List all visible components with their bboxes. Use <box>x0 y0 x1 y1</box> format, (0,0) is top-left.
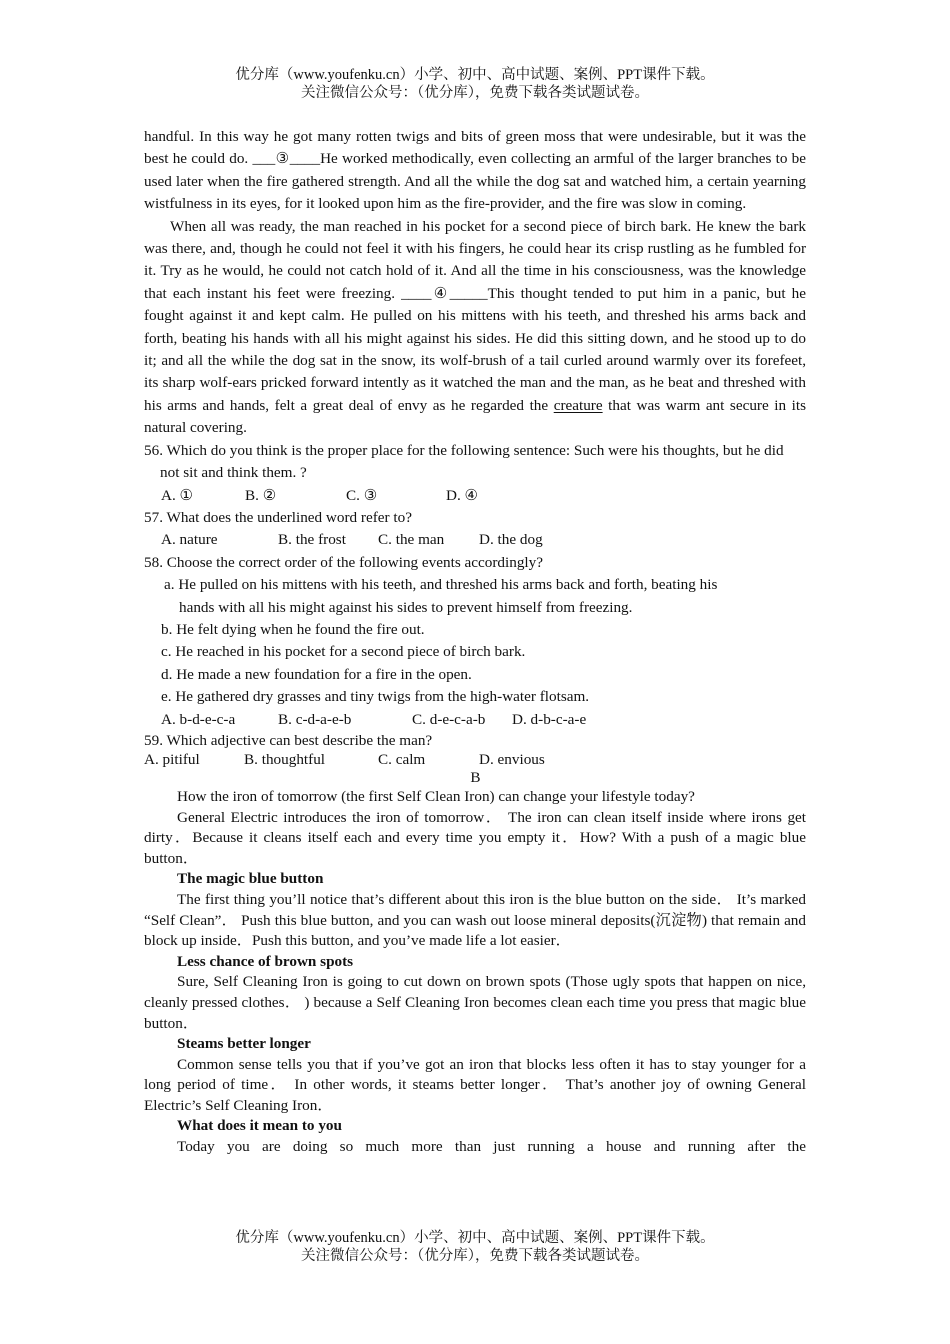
passage-paragraph-2-text: When all was ready, the man reached in his pocket for a second piece of birch bark. He knew the bark was there, and, though he could not feel it with his fingers, he could hear its crisp rustling as he fumbled for it. Try as he would, he could not catch hold of it. And all the time in his consciousness, was the knowledge that each instant his feet were freezing. ____④_____This thought tended to put him in a panic, but he fought against it and kept calm. He pulled on his mittens with his teeth, and threshed his arms back and forth, beating his hands with all his might against his sides. He did this sitting down, and he stood up to do it; and all the while the dog sat in the snow, its wolf-brush of a tail curled around warmly over its forefeet, its sharp wolf-ears pricked forward intently as it watched the man and the man, as he beat and threshed with his arms and hands, felt a great deal of envy as he regarded the <box>144 217 806 414</box>
part-b-title: How the iron of tomorrow (the first Self Clean Iron) can change your lifestyle today? <box>177 787 695 805</box>
part-b-heading-2: Less chance of brown spots <box>177 952 354 970</box>
part-b-paragraph-5: Today you are doing so much more than just running a house and running after the <box>177 1138 806 1156</box>
passage-paragraph-1: handful. In this way he got many rotten twigs and bits of green moss that were undesirable, but it was the best he could do. ___③____He worked methodically, even collecting an armful of the larger branches to be used later when the fire gathered strength. And all the while the dog sat and watched him, a certain yearning wistfulness in its eyes, for it looked upon him as the fire-provider, and the fire was slow in coming. <box>144 128 806 213</box>
question-57-options <box>144 529 806 551</box>
question-58: 58. Choose the correct order of the following events accordingly? <box>144 553 543 571</box>
document-body <box>144 126 806 1158</box>
page-header <box>0 66 950 102</box>
option-d: D. d-b-c-a-e <box>512 710 587 728</box>
event-a-line-2: hands with all his might against his sides to prevent himself from freezing. <box>179 598 633 616</box>
part-b <box>144 769 806 1158</box>
part-b-paragraph-1: General Electric introduces the iron of tomorrow． The iron can clean itself inside where irons get dirty．Because it cleans itself each and every time you empty it．How? With a push of a magic blue button． <box>144 808 806 867</box>
event-c: c. He reached in his pocket for a second piece of birch bark. <box>161 643 526 661</box>
option-b: B. thoughtful <box>244 750 326 768</box>
option-b: B. ② <box>245 486 277 504</box>
part-b-label: B <box>470 768 481 786</box>
footer-line-1: 优分库（www.youfenku.cn）小学、初中、高中试题、案例、PPT课件下载。 <box>235 1230 715 1246</box>
option-a: A. ① <box>161 486 194 504</box>
part-b-heading-1: The magic blue button <box>177 870 324 888</box>
option-c: C. ③ <box>346 486 378 504</box>
footer-line-2: 关注微信公众号：（优分库），免费下载各类试题试卷。 <box>301 1248 649 1264</box>
question-57: 57. What does the underlined word refer to? <box>144 508 412 526</box>
option-b: B. c-d-a-e-b <box>278 710 352 728</box>
question-59-options <box>144 750 806 769</box>
option-c: C. the man <box>378 531 445 549</box>
option-d: D. the dog <box>479 531 543 549</box>
event-d: d. He made a new foundation for a fire in the open. <box>161 665 472 683</box>
question-58-options <box>144 709 806 731</box>
part-b-paragraph-3: Sure, Self Cleaning Iron is going to cut down on brown spots (Those ugly spots that happen on nice, cleanly pressed clothes． ) because a Self Cleaning Iron becomes clean each time you press that magic blue button． <box>144 973 806 1032</box>
option-a: A. nature <box>161 531 218 549</box>
option-c: C. calm <box>378 750 426 768</box>
event-b: b. He felt dying when he found the fire out. <box>161 620 425 638</box>
header-line-1: 优分库（www.youfenku.cn）小学、初中、高中试题、案例、PPT课件下载。 <box>235 67 715 83</box>
event-a-line-1: a. He pulled on his mittens with his teeth, and threshed his arms back and forth, beating his <box>164 576 718 594</box>
header-line-2: 关注微信公众号：（优分库），免费下载各类试题试卷。 <box>301 85 649 101</box>
question-56-options <box>144 485 806 507</box>
passage-paragraph-2-end: that was warm ant secure in its natural covering. <box>144 396 806 437</box>
option-d: D. ④ <box>446 486 479 504</box>
underlined-word: creature <box>553 396 603 414</box>
event-e: e. He gathered dry grasses and tiny twigs from the high-water flotsam. <box>161 688 590 706</box>
part-b-heading-4: What does it mean to you <box>177 1117 342 1135</box>
part-b-paragraph-4: Common sense tells you that if you’ve got an iron that blocks less often it has to stay younger for a long period of time． In other words, it steams better longer． That’s another joy of owning General Electric’s Self Cleaning Iron． <box>144 1055 806 1114</box>
part-b-paragraph-2: The first thing you’ll notice that’s different about this iron is the blue button on the side． It’s marked “Self Clean”． Push this blue button, and you can wash out loose mineral deposits(沉淀物) that remain and block up inside．Push this button, and you’ve made life a lot easier． <box>144 890 806 950</box>
passage-paragraph-2 <box>144 216 806 440</box>
page-footer <box>0 1229 950 1265</box>
event-a <box>144 574 806 619</box>
question-59: 59. Which adjective can best describe the man? <box>144 731 433 749</box>
option-d: D. envious <box>479 750 545 768</box>
option-a: A. b-d-e-c-a <box>161 710 236 728</box>
option-b: B. the frost <box>278 531 346 549</box>
option-a: A. pitiful <box>144 750 200 768</box>
option-c: C. d-e-c-a-b <box>412 710 486 728</box>
part-b-heading-3: Steams better longer <box>177 1035 311 1053</box>
question-56: 56. Which do you think is the proper place for the following sentence: Such were his thoughts, but he did not sit and think them. ? <box>144 441 784 482</box>
